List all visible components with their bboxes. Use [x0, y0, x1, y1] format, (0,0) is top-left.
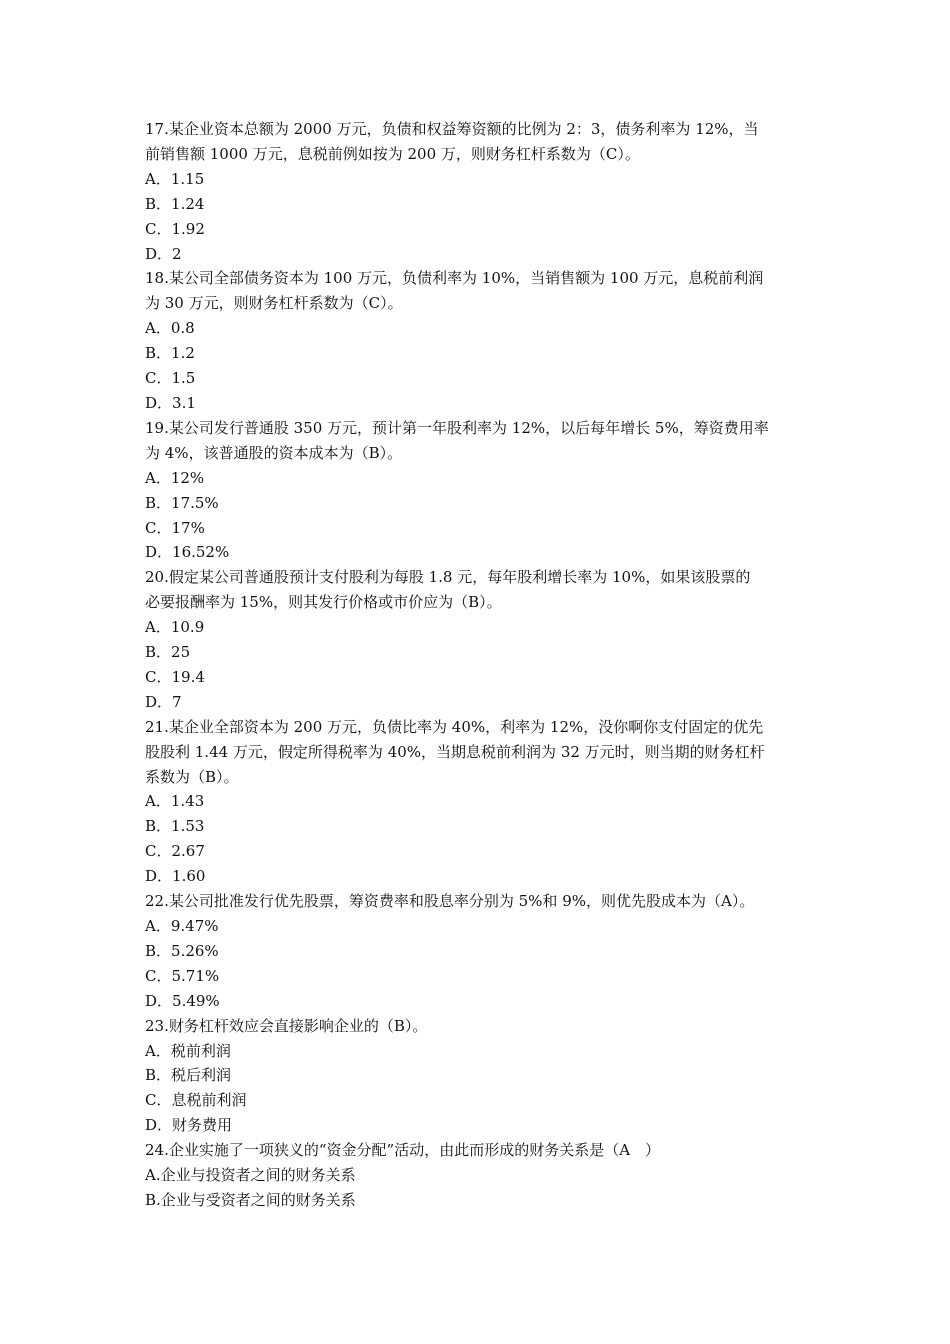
option-b: B.企业与受资者之间的财务关系	[145, 1190, 356, 1209]
question-21	[145, 715, 810, 889]
question-20	[145, 565, 810, 714]
question-stem-line: 股股利 1.44 万元，假定所得税率为 40%，当期息税前利润为 32 万元时，则当期的财务杠杆	[145, 742, 765, 761]
option-c: C．1.5	[145, 369, 196, 388]
option-d: D．16.52%	[145, 543, 230, 562]
option-b: B．1.53	[145, 817, 205, 836]
option-d: D．7	[145, 692, 182, 711]
question-stem-line: 为 4%，该普通股的资本成本为（B）。	[145, 443, 403, 462]
question-17	[145, 117, 810, 266]
option-c: C．17%	[145, 518, 205, 537]
option-a: A．0.8	[145, 319, 195, 338]
question-19	[145, 416, 810, 565]
option-a: A．12%	[145, 468, 205, 487]
question-stem-line: 21.某企业全部资本为 200 万元，负债比率为 40%，利率为 12%，没你啊你支付固定的优先	[145, 717, 764, 736]
option-d: D．财务费用	[145, 1116, 233, 1135]
document-page	[145, 117, 810, 1213]
question-24	[145, 1138, 810, 1213]
question-stem-line: 必要报酬率为 15%，则其发行价格或市价应为（B）。	[145, 593, 502, 612]
question-stem-line: 20.假定某公司普通股预计支付股利为每股 1.8 元，每年股利增长率为 10%，如果该股票的	[145, 568, 751, 587]
option-c: C．5.71%	[145, 966, 220, 985]
question-23	[145, 1014, 810, 1139]
question-stem-line: 17.某企业资本总额为 2000 万元，负债和权益筹资额的比例为 2：3，债务利率为 12%，当	[145, 120, 759, 138]
question-stem-line: 24.企业实施了一项狭义的“资金分配”活动，由此而形成的财务关系是（A ）	[145, 1141, 661, 1160]
option-a: A.企业与投资者之间的财务关系	[145, 1166, 356, 1185]
option-c: C．2.67	[145, 842, 205, 861]
option-c: C．息税前利润	[145, 1091, 247, 1110]
option-b: B．5.26%	[145, 941, 219, 960]
question-stem-line: 19.某公司发行普通股 350 万元，预计第一年股利率为 12%，以后每年增长 5%，筹资费用率	[145, 418, 769, 437]
question-stem-line: 系数为（B）。	[145, 767, 239, 786]
question-stem-line: 为 30 万元，则财务杠杆系数为（C）。	[145, 294, 403, 313]
option-d: D．5.49%	[145, 991, 220, 1010]
question-stem-line: 18.某公司全部债务资本为 100 万元，负债利率为 10%，当销售额为 100 万元，息税前利润	[145, 269, 764, 288]
option-d: D．3.1	[145, 393, 196, 412]
option-d: D．2	[145, 244, 182, 263]
question-stem-line: 23.财务杠杆效应会直接影响企业的（B）。	[145, 1016, 428, 1035]
question-22	[145, 889, 810, 1014]
option-a: A．1.15	[145, 169, 205, 188]
question-18	[145, 266, 810, 415]
option-b: B．25	[145, 643, 191, 662]
option-a: A．10.9	[145, 618, 205, 637]
option-c: C．19.4	[145, 667, 205, 686]
option-a: A．税前利润	[145, 1041, 231, 1060]
option-b: B．17.5%	[145, 493, 219, 512]
question-stem-line: 22.某公司批准发行优先股票，筹资费率和股息率分别为 5%和 9%，则优先股成本为（A）。	[145, 892, 755, 911]
question-stem-line: 前销售额 1000 万元，息税前例如按为 200 万，则财务杠杆系数为（C）。	[145, 144, 640, 163]
option-b: B．1.2	[145, 344, 195, 363]
option-b: B．1.24	[145, 194, 205, 213]
option-a: A．1.43	[145, 792, 205, 811]
option-a: A．9.47%	[145, 917, 219, 935]
option-c: C．1.92	[145, 219, 205, 238]
option-d: D．1.60	[145, 867, 206, 886]
option-b: B．税后利润	[145, 1066, 232, 1085]
